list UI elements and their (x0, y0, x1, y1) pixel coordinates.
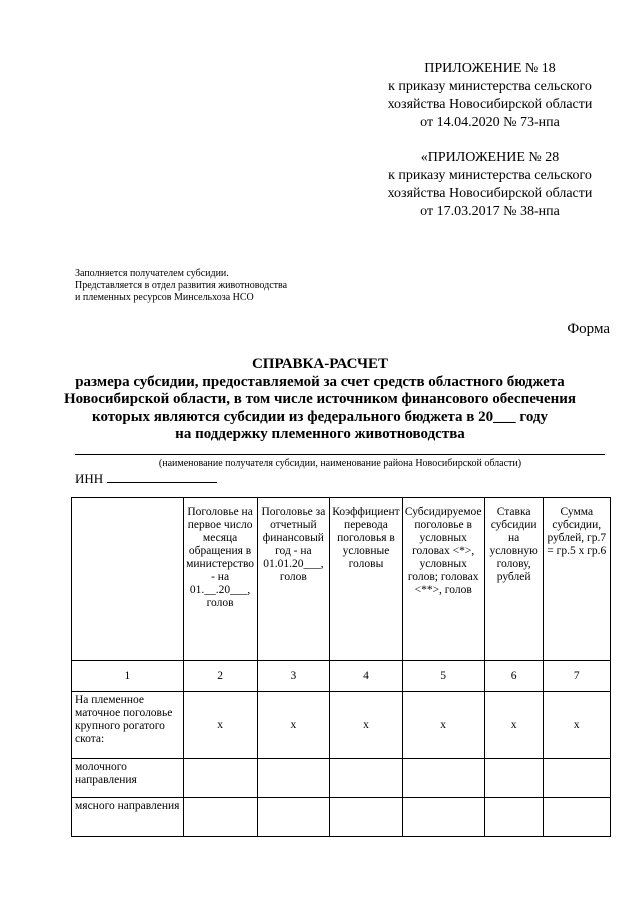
inn-label: ИНН (75, 471, 104, 486)
appendix-previous-block (340, 149, 640, 221)
table-cell (402, 759, 484, 798)
appendix-previous-line: к приказу министерства сельского (388, 168, 592, 183)
header-cell: Поголовье за отчетный финансовый год - на 01.01.20___, голов (257, 498, 330, 661)
appendix-current-line: от 14.04.2020 № 73-нпа (420, 115, 560, 130)
calculation-table (71, 497, 611, 837)
filling-note-line: Заполняется получателем субсидии. (75, 268, 229, 279)
row-label: мясного направления (72, 798, 184, 837)
row-label: молочного направления (72, 759, 184, 798)
appendix-previous-line: хозяйства Новосибирской области (387, 186, 593, 201)
column-number: 2 (183, 661, 257, 692)
table-cell (543, 798, 610, 837)
appendix-previous-line: от 17.03.2017 № 38-нпа (420, 204, 560, 219)
table-cell: x (257, 692, 330, 759)
table-row (72, 759, 611, 798)
recipient-name-line (75, 454, 605, 455)
filling-note-line: Представляется в отдел развития животноводства (75, 280, 288, 291)
form-label: Форма (567, 321, 610, 337)
table-row (72, 692, 611, 759)
filling-note (75, 268, 287, 304)
column-number: 4 (330, 661, 402, 692)
table-header-row (72, 498, 611, 661)
table-row (72, 798, 611, 837)
document-title (0, 356, 640, 444)
header-cell: Поголовье на первое число месяца обращения в министерство - на 01.__.20___, голов (183, 498, 257, 661)
recipient-caption: (наименование получателя субсидии, наименование района Новосибирской области) (158, 458, 522, 469)
table-cell (484, 759, 543, 798)
table-cell: x (330, 692, 402, 759)
table-cell: x (484, 692, 543, 759)
column-number: 1 (72, 661, 184, 692)
title-line: размера субсидии, предоставляемой за счет средств областного бюджета (75, 373, 565, 390)
table-cell (543, 759, 610, 798)
header-cell: Субсидируемое поголовье в условных головах <*>, условных голов; головах <**>, голов (402, 498, 484, 661)
inn-field (75, 471, 217, 487)
table-cell: x (402, 692, 484, 759)
appendix-current-line: хозяйства Новосибирской области (387, 97, 593, 112)
header-cell: Сумма субсидии, рублей, гр.7 = гр.5 x гр.6 (543, 498, 610, 661)
header-cell: Коэффициент перевода поголовья в условные головы (330, 498, 402, 661)
table-cell (330, 759, 402, 798)
header-cell: Ставка субсидии на условную голову, рублей (484, 498, 543, 661)
filling-note-line: и племенных ресурсов Минсельхоза НСО (75, 292, 254, 303)
appendix-current-line: ПРИЛОЖЕНИЕ № 18 (424, 61, 556, 76)
title-line: СПРАВКА-РАСЧЕТ (251, 356, 389, 372)
row-label: На племенное маточное поголовье крупного рогатого скота: (72, 692, 184, 759)
inn-blank-line (107, 472, 217, 483)
table-cell (183, 798, 257, 837)
column-number: 7 (543, 661, 610, 692)
column-number-row (72, 661, 611, 692)
title-line: на поддержку племенного животноводства (175, 426, 465, 442)
column-number: 6 (484, 661, 543, 692)
title-line: Новосибирской области, в том числе источником финансового обеспечения (63, 391, 577, 407)
title-line: которых являются субсидии из федерального бюджета в 20___ году (92, 408, 548, 425)
column-number: 5 (402, 661, 484, 692)
appendix-current-line: к приказу министерства сельского (388, 79, 592, 94)
table-cell: x (543, 692, 610, 759)
appendix-previous-line: «ПРИЛОЖЕНИЕ № 28 (420, 150, 560, 165)
appendix-current-block (340, 60, 640, 132)
header-cell (72, 498, 184, 661)
table-cell (484, 798, 543, 837)
table-cell (183, 759, 257, 798)
table-cell: x (183, 692, 257, 759)
column-number: 3 (257, 661, 330, 692)
table-cell (257, 798, 330, 837)
table-cell (257, 759, 330, 798)
table-cell (402, 798, 484, 837)
table-cell (330, 798, 402, 837)
